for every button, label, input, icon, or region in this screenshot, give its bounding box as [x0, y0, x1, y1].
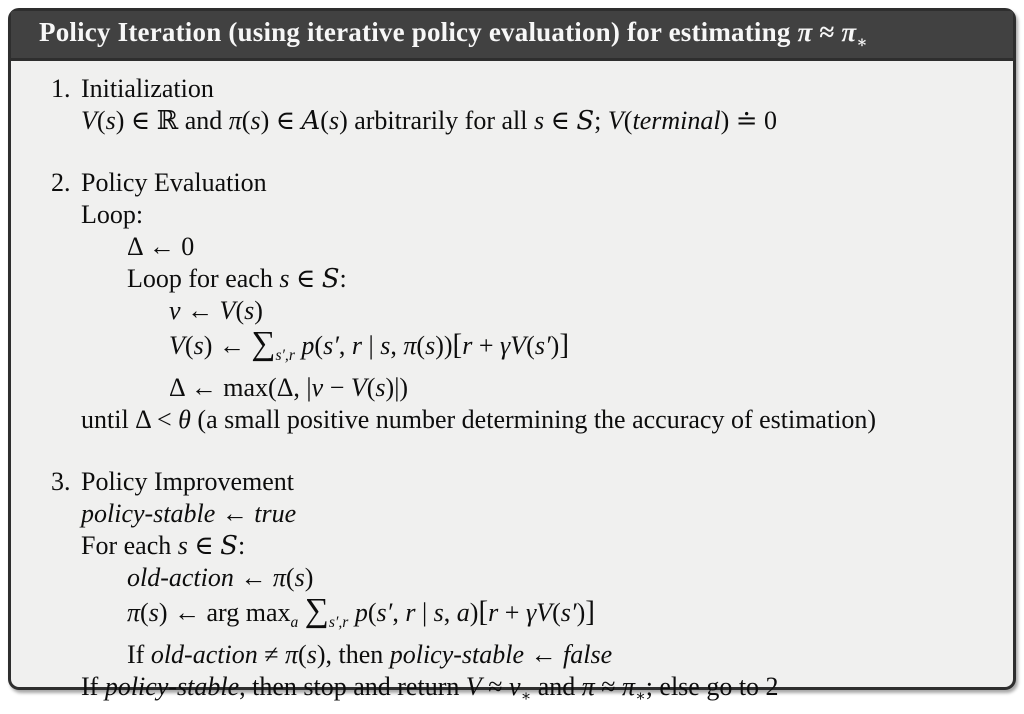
text-segment: v	[509, 672, 521, 702]
text-segment: r	[405, 598, 416, 628]
text-segment: (	[526, 331, 535, 360]
text-segment: ←	[233, 563, 273, 593]
text-segment: (	[235, 296, 245, 325]
text-segment: S	[220, 531, 238, 562]
text-segment: ,	[390, 331, 404, 360]
text-segment: a	[456, 598, 470, 628]
text-segment: ←	[215, 499, 255, 529]
subscript: s′,r	[275, 347, 295, 365]
text-segment: s	[433, 598, 444, 628]
text-segment: (	[314, 331, 324, 360]
text-segment: s	[279, 264, 290, 293]
text-segment: p	[354, 598, 368, 628]
text-segment: policy-stable	[104, 672, 240, 702]
text-segment: (	[285, 563, 295, 593]
text-segment: r	[351, 331, 363, 360]
text-segment: π	[797, 16, 813, 47]
text-segment: s	[105, 106, 116, 135]
text-segment: )	[254, 296, 263, 325]
text-segment: and	[178, 106, 229, 135]
text-segment: (	[366, 373, 376, 403]
text-segment: S	[576, 106, 595, 136]
algorithm-title-bar	[11, 11, 1013, 61]
text-segment: s	[250, 106, 261, 135]
subscript: ∗	[635, 688, 646, 706]
text-segment: ≈	[812, 16, 842, 47]
text-segment: θ	[178, 405, 191, 435]
algorithm-line	[51, 594, 995, 639]
text-segment: )	[550, 331, 560, 360]
text-segment: ←	[524, 640, 564, 670]
algorithm-title	[39, 17, 868, 52]
text-segment: ) ≐ 0	[720, 106, 778, 135]
algorithm-line	[51, 530, 995, 562]
text-segment: r	[462, 331, 473, 360]
text-segment: :	[237, 531, 246, 561]
text-segment: π	[403, 331, 417, 360]
algorithm-line	[51, 466, 995, 498]
subscript: a	[290, 614, 299, 632]
algorithm-line	[51, 199, 995, 231]
text-segment: s	[380, 331, 391, 360]
text-segment: s′	[534, 331, 551, 360]
algorithm-line	[51, 231, 995, 263]
text-segment: π	[228, 106, 242, 135]
subscript: s′,r	[328, 614, 349, 632]
algorithm-line	[51, 327, 995, 372]
text-segment: π	[284, 640, 299, 670]
text-segment: ∈	[544, 106, 577, 135]
algorithm-box	[8, 8, 1016, 706]
text-segment: Policy Iteration (using iterative policy evaluation) for estimating	[39, 16, 798, 47]
text-segment: If	[81, 672, 105, 702]
text-segment: ≈	[594, 672, 623, 702]
text-segment: π	[127, 598, 141, 628]
text-segment: v	[311, 373, 324, 403]
text-segment: false	[563, 640, 613, 670]
text-segment: ) ∈	[115, 106, 157, 135]
text-segment: ), then	[316, 640, 390, 670]
text-segment: v	[169, 296, 181, 325]
text-segment: (	[96, 106, 106, 135]
text-segment: true	[254, 499, 297, 529]
algorithm-line	[51, 562, 995, 594]
text-segment: γV	[525, 598, 553, 628]
text-segment: A	[301, 106, 321, 136]
text-segment: Δ ← 0	[127, 232, 195, 261]
algorithm-line	[51, 263, 995, 295]
text-segment: [	[452, 329, 463, 361]
text-segment: V	[465, 672, 482, 702]
text-segment: |	[362, 331, 381, 360]
text-segment: (	[184, 331, 194, 360]
text-segment: s′	[323, 331, 339, 360]
algorithm-line	[51, 404, 995, 436]
text-segment: ≈	[481, 672, 510, 702]
text-segment: ; else go to 2	[645, 672, 779, 702]
text-segment: Initialization	[81, 74, 214, 103]
text-segment: V	[219, 296, 236, 325]
text-segment: ) ←	[203, 331, 252, 360]
text-segment: For each	[81, 531, 178, 561]
line-number: 1.	[51, 74, 71, 103]
text-segment: V	[607, 106, 624, 135]
text-segment: π	[581, 672, 595, 702]
text-segment: (	[298, 640, 307, 670]
text-segment: ∑	[304, 592, 329, 630]
text-segment: S	[321, 264, 340, 294]
text-segment: (	[623, 106, 633, 135]
text-segment: s	[375, 373, 386, 403]
text-segment: )	[304, 563, 314, 593]
text-segment: old-action	[127, 563, 234, 593]
text-segment: [	[478, 596, 489, 629]
algorithm-line	[51, 105, 995, 137]
text-segment: ))	[435, 331, 453, 360]
text-segment: s′	[376, 598, 393, 628]
algorithm-line	[51, 295, 995, 327]
text-segment: V	[81, 106, 97, 135]
text-segment: (	[320, 106, 329, 135]
text-segment: and	[531, 672, 582, 702]
text-segment: s	[306, 640, 317, 670]
text-segment: ,	[392, 598, 406, 628]
text-segment: policy-stable	[389, 640, 525, 670]
text-segment: ,	[338, 331, 352, 360]
text-segment: ]	[559, 329, 570, 361]
text-segment: (a small positive number determining the accuracy of estimation)	[190, 405, 877, 435]
text-segment: ,	[443, 598, 457, 628]
text-segment: s	[177, 531, 188, 561]
text-segment: until Δ <	[81, 405, 179, 435]
text-segment: r	[488, 598, 499, 628]
text-segment: +	[498, 598, 526, 628]
text-segment: (	[241, 106, 251, 135]
text-segment: ;	[594, 106, 608, 135]
text-segment: Loop for each	[127, 264, 280, 293]
algorithm-line	[51, 671, 995, 713]
text-segment: Policy Improvement	[81, 467, 295, 497]
text-segment: ∈	[289, 264, 322, 293]
text-segment: ) ∈	[260, 106, 302, 135]
text-segment: ) ← arg max	[158, 598, 291, 628]
text-segment: +	[472, 331, 501, 360]
line-number: 2.	[51, 168, 71, 197]
text-segment: π	[622, 672, 636, 702]
text-segment: old-action	[150, 640, 258, 670]
text-segment: s	[294, 563, 305, 593]
text-segment: V	[169, 331, 185, 360]
text-segment: Δ ← max(Δ, |	[169, 373, 312, 403]
subscript: ∗	[520, 688, 532, 706]
algorithm-line	[51, 498, 995, 530]
text-segment: ℝ	[156, 106, 179, 136]
text-segment: :	[339, 264, 347, 293]
text-segment: ∑	[251, 325, 276, 362]
text-segment: ]	[585, 596, 595, 629]
text-segment: ) arbitrarily for all	[339, 106, 534, 135]
text-segment: p	[301, 331, 315, 360]
text-segment: |	[415, 598, 434, 628]
text-segment: terminal	[632, 106, 721, 135]
text-segment: s	[148, 598, 159, 628]
algorithm-line	[51, 167, 995, 199]
text-segment: s	[533, 106, 545, 135]
text-segment: (	[367, 598, 377, 628]
text-segment: Policy Evaluation	[81, 168, 267, 197]
text-segment: ∈	[187, 531, 221, 561]
text-segment: )	[576, 598, 586, 628]
text-segment: s′	[560, 598, 577, 628]
algorithm-body	[11, 61, 1013, 714]
text-segment: (	[416, 331, 426, 360]
text-segment: (	[140, 598, 149, 628]
subscript: ∗	[856, 33, 868, 52]
text-segment: Loop:	[81, 200, 144, 229]
line-number: 3.	[51, 467, 71, 497]
text-segment: )|)	[385, 373, 409, 403]
text-segment: ≠	[257, 640, 285, 670]
text-segment: s	[328, 106, 340, 135]
text-segment: )	[469, 598, 479, 628]
text-segment: , then stop and return	[239, 672, 466, 702]
text-segment: policy-stable	[81, 499, 216, 529]
algorithm-line	[51, 372, 995, 404]
text-segment: −	[323, 373, 351, 403]
text-segment: s	[193, 331, 204, 360]
text-segment: s	[425, 331, 436, 360]
text-segment: s	[244, 296, 255, 325]
algorithm-line	[51, 73, 995, 105]
text-segment: π	[272, 563, 286, 593]
text-segment: ←	[180, 296, 220, 325]
text-segment: π	[841, 16, 857, 47]
text-segment: (	[552, 598, 561, 628]
text-segment: V	[350, 373, 367, 403]
text-segment: If	[127, 640, 151, 670]
algorithm-line	[51, 639, 995, 671]
text-segment: γV	[500, 331, 527, 360]
